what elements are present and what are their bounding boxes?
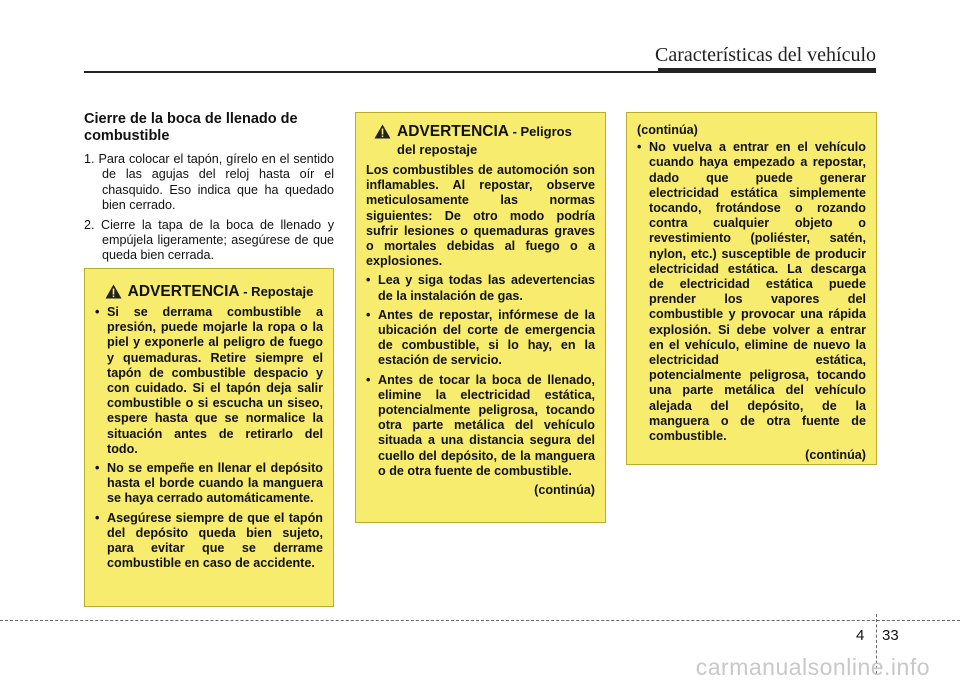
warning-bullet: • Si se derrama combustible a presión, puede mojarle la ropa o la piel y exponerle al peligro de fuego y quemaduras. Retire siempre el tapón de combustible despacio y con cuidado. Si el tapón deja salir combustible o si escucha un siseo, espere hasta que se normalice la situación antes de retirarlo del todo. bbox=[95, 305, 323, 456]
continued-label: (continúa) bbox=[637, 123, 698, 137]
footer-rule bbox=[0, 620, 960, 621]
header-rule-accent bbox=[658, 68, 876, 73]
warning-subtitle-line2: del repostaje bbox=[397, 142, 478, 157]
warning-bullets bbox=[95, 305, 323, 571]
steps-list bbox=[84, 152, 334, 264]
warning-box-refueling-hazards bbox=[355, 112, 606, 523]
warning-label: ADVERTENCIA bbox=[397, 123, 509, 140]
warning-box-continued bbox=[626, 112, 877, 465]
page-number: 33 bbox=[882, 627, 899, 644]
warning-triangle-icon bbox=[105, 284, 122, 299]
warning-intro: Los combustibles de automoción son inflamables. Al repostar, observe meticulosamente las normas siguientes: De otro modo podría sufrir lesiones o quemaduras graves o mortales debidas al fuego o a explosiones. bbox=[366, 163, 595, 269]
warning-bullet: • No se empeñe en llenar el depósito hasta el borde cuando la manguera se haya cerrado automáticamente. bbox=[95, 461, 323, 506]
warning-box-refueling bbox=[84, 268, 334, 607]
step-item: 2. Cierre la tapa de la boca de llenado y empújela ligeramente; asegúrese de que queda bien cerrada. bbox=[84, 217, 334, 263]
warning-bullets bbox=[366, 273, 595, 479]
warning-bullet: • Lea y siga todas las adevertencias de la instalación de gas. bbox=[366, 273, 595, 303]
warning-bullet: • Asegúrese siempre de que el tapón del depósito queda bien sujeto, para evitar que se derrame combustible en caso de accidente. bbox=[95, 510, 323, 571]
continues-label: (continúa) bbox=[534, 483, 595, 498]
warning-bullet: • No vuelva a entrar en el vehículo cuando haya empezado a repostar, dado que puede generar electricidad estática simplemente tocando, frotándose o rozando contra cualquier objeto o revestimiento (poliéster, satén, nylon, etc.) susceptible de producir electricidad estática. La descarga de electricidad estática puede prender los vapores del combustible y provocar una rápida explosión. Si debe volver a entrar en el vehículo, elimine de nuevo la electricidad estática, potencialmente peligrosa, tocando una parte metálica del vehículo alejada del depósito, de la manguera o de otra fuente de combustible. bbox=[637, 140, 866, 444]
page-header-title: Características del vehículo bbox=[654, 44, 876, 66]
warning-heading bbox=[366, 123, 595, 159]
fuel-cap-section bbox=[84, 111, 334, 268]
warning-bullet: • Antes de repostar, infórmese de la ubicación del corte de emergencia de combustible, si lo hay, en la estación de servicio. bbox=[366, 307, 595, 368]
warning-label: ADVERTENCIA bbox=[127, 283, 240, 300]
step-item: 1. Para colocar el tapón, gírelo en el sentido de las agujas del reloj hasta oír el chasquido. Eso indica que ha quedado bien cerrado. bbox=[84, 152, 334, 213]
warning-heading bbox=[95, 283, 323, 301]
section-title: Cierre de la boca de llenado de combustible bbox=[84, 111, 298, 144]
warning-bullet: • Antes de tocar la boca de llenado, elimine la electricidad estática, potencialmente peligrosa, tocando otra parte metálica del vehículo situada a una distancia segura del cuello del depósito, de la manguera o de otra fuente de combustible. bbox=[366, 372, 595, 478]
warning-triangle-icon bbox=[374, 124, 391, 139]
warning-subtitle: - Peligros bbox=[508, 124, 572, 139]
watermark: carmanualsonline.info bbox=[695, 654, 930, 680]
chapter-number: 4 bbox=[856, 627, 865, 644]
warning-bullets bbox=[637, 140, 866, 444]
continues-label: (continúa) bbox=[805, 448, 866, 463]
warning-subtitle: - Repostaje bbox=[239, 284, 314, 299]
